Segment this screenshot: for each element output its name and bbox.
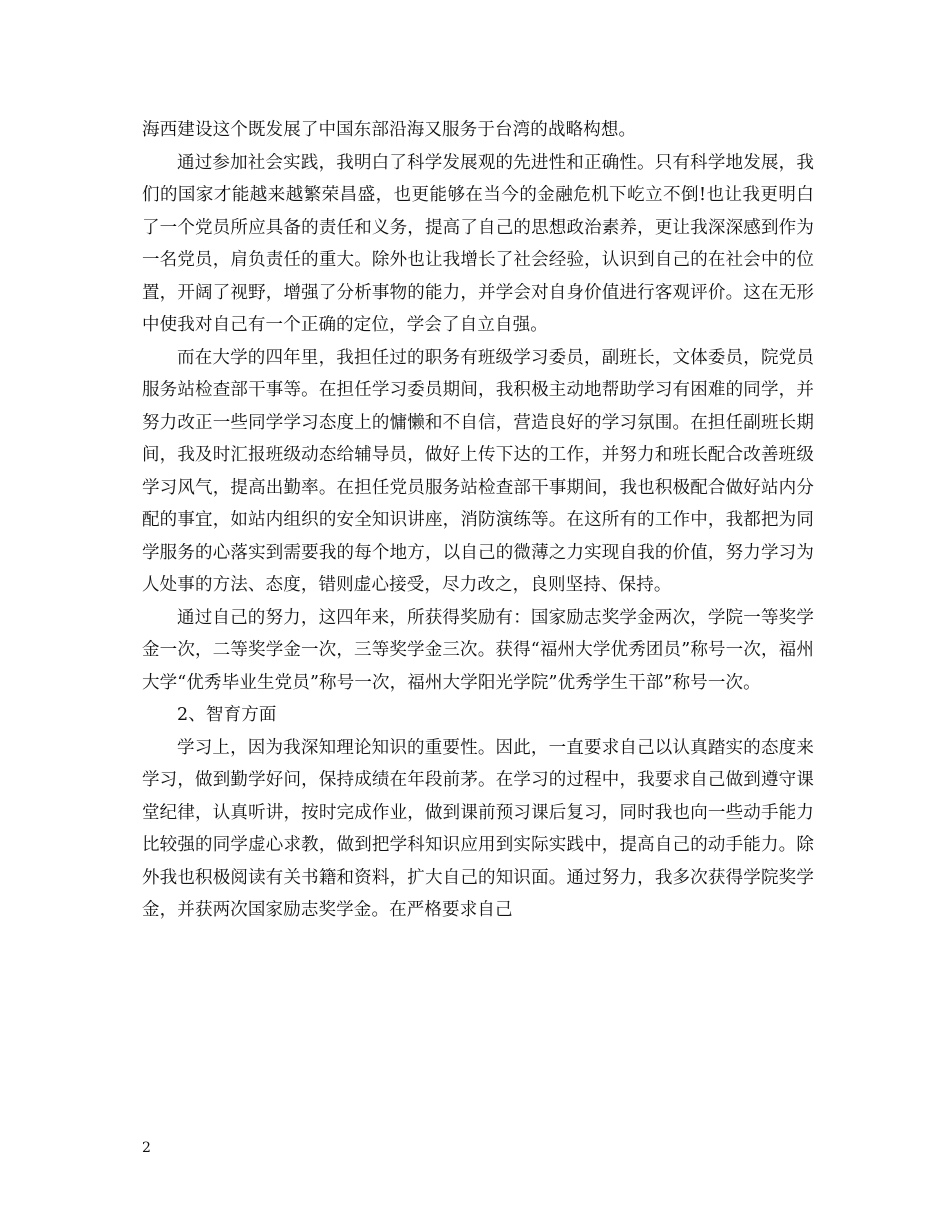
body-paragraph-3: 而在大学的四年里，我担任过的职务有班级学习委员，副班长，文体委员，院党员服务站检查部干事等。在担任学习委员期间，我积极主动地帮助学习有困难的同学，并努力改正一些同学学习态度上的慵懒和不自信，营造良好的学习氛围。在担任副班长期间，我及时汇报班级动态给辅导员，做好上传下达的工作，并努力和班长配合改善班级学习风气，提高出勤率。在担任党员服务站检查部干事期间，我也积极配合做好站内分配的事宜，如站内组织的安全知识讲座，消防演练等。在这所有的工作中，我都把为同学服务的心落实到需要我的每个地方，以自己的微薄之力实现自我的价值，努力学习为人处事的方法、态度，错则虚心接受，尽力改之，良则坚持、保持。 (142, 347, 814, 595)
body-paragraph-2: 通过参加社会实践，我明白了科学发展观的先进性和正确性。只有科学地发展，我们的国家才能越来越繁荣昌盛，也更能够在当今的金融危机下屹立不倒!也让我更明白了一个党员所应具备的责任和义务，提高了自己的思想政治素养，更让我深深感到作为一名党员，肩负责任的重大。除外也让我增长了社会经验，认识到自己的在社会中的位置，开阔了视野，增强了分析事物的能力，并学会对自身价值进行客观评价。这在无形中使我对自己有一个正确的定位，学会了自立自强。 (142, 152, 814, 335)
page-number: 2 (142, 1140, 151, 1156)
body-paragraph-1: 海西建设这个既发展了中国东部沿海又服务于台湾的战略构想。 (142, 120, 637, 140)
body-paragraph-6: 学习上，因为我深知理论知识的重要性。因此，一直要求自己以认真踏实的态度来学习，做到勤学好问，保持成绩在年段前茅。在学习的过程中，我要求自己做到遵守课堂纪律，认真听讲，按时完成作业，做到课前预习课后复习，同时我也向一些动手能力比较强的同学虚心求教，做到把学科知识应用到实际实践中，提高自己的动手能力。除外我也积极阅读有关书籍和资料，扩大自己的知识面。通过努力，我多次获得学院奖学金，并获两次国家励志奖学金。在严格要求自己 (142, 737, 814, 920)
body-paragraph-4: 通过自己的努力，这四年来，所获得奖励有：国家励志奖学金两次，学院一等奖学金一次，二等奖学金一次，三等奖学金三次。获得“福州大学优秀团员”称号一次，福州大学“优秀毕业生党员”称号一次，福州大学阳光学院”优秀学生干部”称号一次。 (142, 607, 814, 693)
section-heading-intellectual: 2、智育方面 (177, 705, 277, 725)
document-body (142, 114, 814, 927)
